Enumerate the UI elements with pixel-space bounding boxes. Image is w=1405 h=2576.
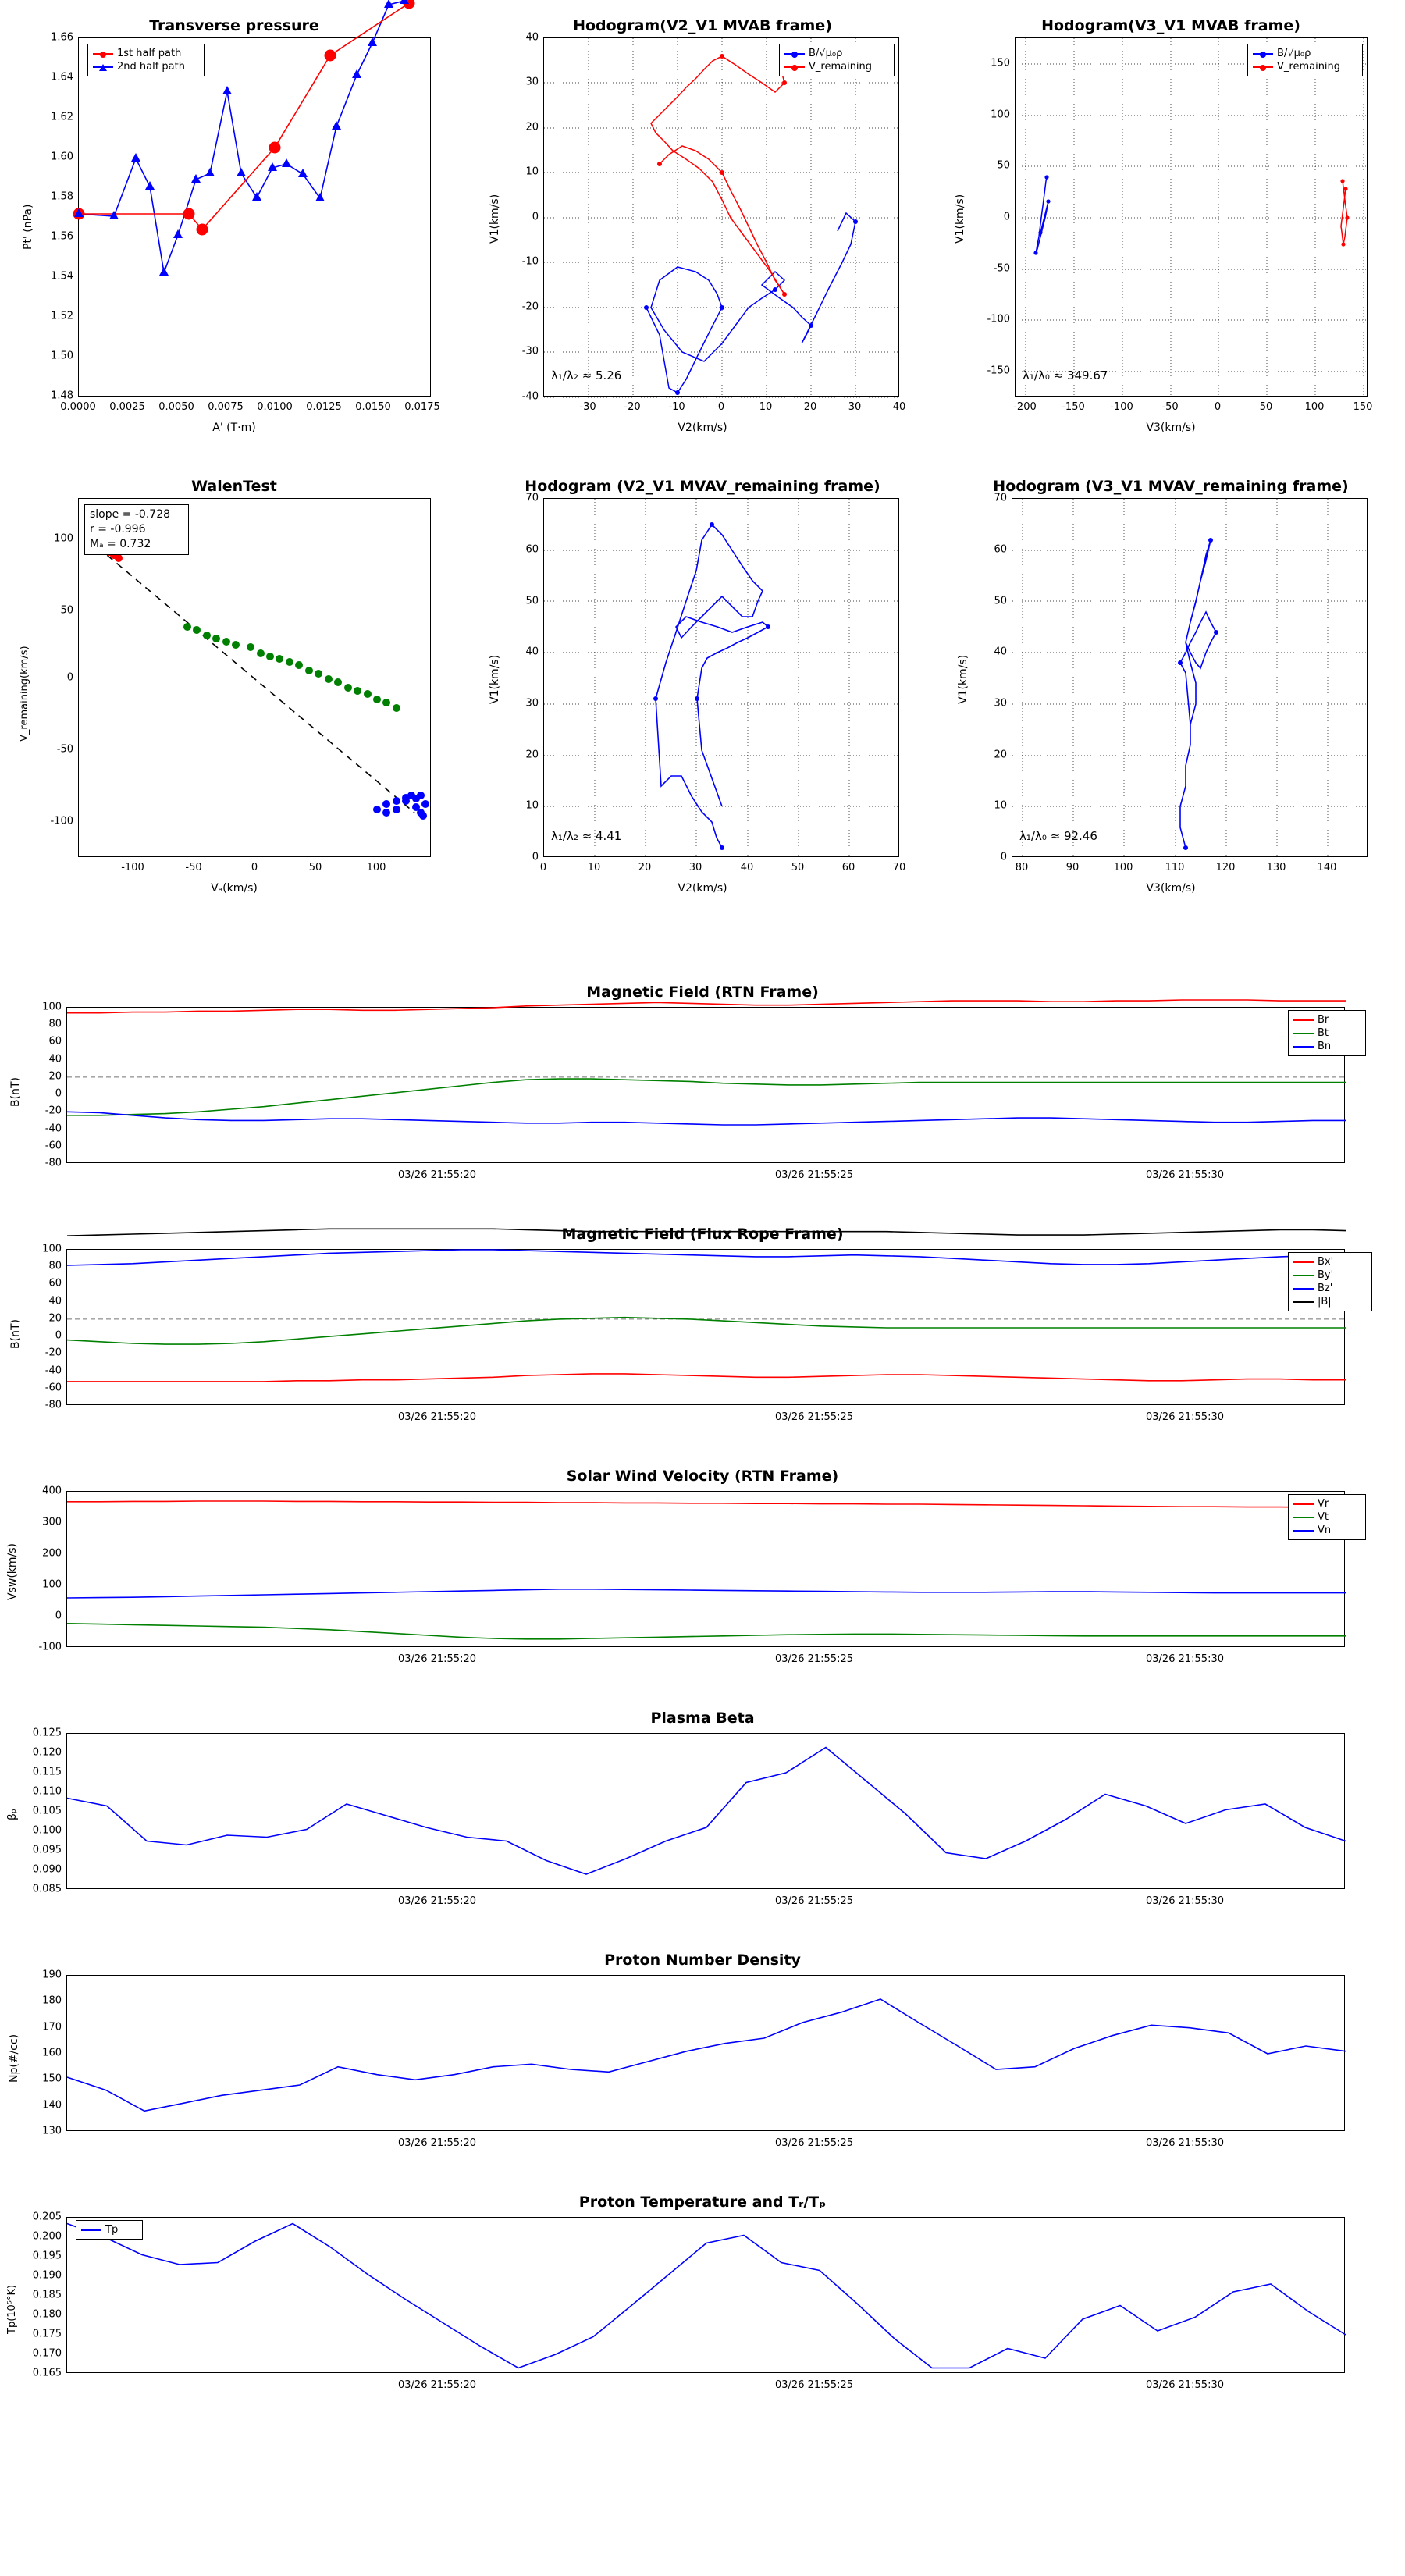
x-tick: -200 [1013, 401, 1037, 413]
y-axis-label: V1(km/s) [489, 194, 501, 244]
x-tick: -150 [1062, 401, 1085, 413]
x-tick: 03/26 21:55:30 [1146, 1895, 1224, 1907]
plot-svg [79, 38, 432, 397]
plot-area [66, 1491, 1345, 1647]
y-tick: 1.54 [51, 270, 73, 283]
y-tick: 40 [994, 646, 1007, 658]
legend [1288, 1252, 1372, 1311]
x-tick: 03/26 21:55:20 [398, 2137, 476, 2149]
x-tick: 10 [759, 401, 773, 413]
panel-hodogram-v3v1-mvab [937, 0, 1405, 445]
y-tick: -150 [987, 365, 1010, 377]
x-tick: 0 [539, 862, 547, 873]
panel-hodogram-v3v1-mvav [937, 461, 1405, 906]
y-tick: -80 [44, 1399, 62, 1411]
chart-title: Magnetic Field (RTN Frame) [586, 984, 819, 1001]
y-tick: 1.50 [51, 350, 73, 362]
plot-area [1012, 498, 1368, 857]
y-tick: -50 [56, 743, 73, 756]
chart-title: Plasma Beta [650, 1710, 755, 1727]
y-tick: 0.170 [32, 2347, 62, 2360]
y-tick: 0.115 [32, 1766, 62, 1778]
y-tick: -80 [44, 1157, 62, 1169]
legend-label: B/√μ₀ρ [1277, 48, 1311, 59]
x-tick: -100 [1110, 401, 1133, 413]
plot-svg [67, 1250, 1346, 1406]
y-tick: 100 [991, 109, 1010, 121]
legend-swatch-bx [1293, 1261, 1314, 1263]
legend-label: 1st half path [117, 48, 182, 59]
walen-r: r = -0.996 [90, 522, 146, 535]
legend-label: By' [1318, 1269, 1334, 1281]
x-tick: 0 [1214, 401, 1222, 413]
y-tick: 80 [48, 1018, 62, 1030]
chart-title: Solar Wind Velocity (RTN Frame) [566, 1468, 839, 1485]
chart-title: WalenTest [191, 478, 277, 495]
y-tick: 1.58 [51, 190, 73, 203]
x-tick: 0.0050 [158, 401, 194, 413]
plot-svg [544, 38, 900, 397]
y-tick: -10 [521, 255, 539, 268]
legend-entry [93, 47, 199, 60]
y-tick: 60 [525, 543, 539, 556]
legend-label: |B| [1318, 1296, 1332, 1308]
x-tick: 0.0075 [208, 401, 244, 413]
y-axis-label: V1(km/s) [957, 654, 969, 704]
y-tick: 50 [997, 159, 1010, 172]
x-tick: 03/26 21:55:30 [1146, 2379, 1224, 2391]
y-tick: 1.62 [51, 111, 73, 123]
y-tick: 60 [48, 1277, 62, 1290]
y-tick: 0 [55, 1610, 62, 1622]
legend-label: Br [1318, 1014, 1329, 1026]
legend [87, 44, 205, 76]
y-tick: 0.195 [32, 2250, 62, 2262]
y-tick: 10 [525, 799, 539, 812]
panel-proton-temperature [0, 2186, 1405, 2420]
y-tick: 140 [42, 2099, 62, 2112]
x-tick: 120 [1215, 862, 1236, 873]
legend-label: V_remaining [1277, 61, 1341, 73]
x-tick: 30 [848, 401, 862, 413]
y-tick: 150 [991, 57, 1010, 69]
x-tick: 30 [688, 862, 702, 873]
panel-plasma-beta [0, 1702, 1405, 1936]
y-tick: 0.100 [32, 1824, 62, 1837]
plot-area [78, 37, 431, 397]
x-axis-label: V3(km/s) [1146, 422, 1196, 434]
legend-swatch-red [1253, 66, 1273, 68]
y-tick: 0.095 [32, 1844, 62, 1856]
legend-entry [784, 47, 889, 60]
x-tick: 03/26 21:55:25 [775, 1169, 853, 1181]
y-tick: 0.125 [32, 1727, 62, 1739]
legend-entry [1293, 1040, 1361, 1053]
legend-entry [81, 2223, 137, 2236]
legend-entry [784, 60, 889, 73]
x-tick: -30 [579, 401, 596, 413]
y-tick: 0.200 [32, 2230, 62, 2243]
y-tick: 0.185 [32, 2289, 62, 2301]
plot-area [66, 1007, 1345, 1163]
chart-title: Hodogram (V3_V1 MVAV_remaining frame) [993, 478, 1349, 495]
x-tick: 0.0175 [404, 401, 440, 413]
legend [1288, 1494, 1366, 1540]
panel-magnetic-field-rtn [0, 976, 1405, 1210]
x-tick: 100 [1304, 401, 1325, 413]
y-tick: 20 [994, 749, 1007, 761]
legend-label: Tp [105, 2224, 119, 2236]
x-tick: 130 [1266, 862, 1286, 873]
x-axis-label: A' (T·m) [212, 422, 256, 434]
y-tick: 100 [42, 1578, 62, 1591]
plot-svg [67, 1734, 1346, 1890]
panel-magnetic-field-flux-rope [0, 1218, 1405, 1452]
x-tick: 0.0100 [257, 401, 293, 413]
legend-entry [1293, 1524, 1361, 1537]
y-axis-label: Np(#/cc) [8, 2033, 20, 2083]
x-tick: 20 [803, 401, 817, 413]
y-tick: 170 [42, 2021, 62, 2033]
x-tick: 03/26 21:55:25 [775, 2137, 853, 2149]
x-tick: -10 [668, 401, 685, 413]
panel-walen-test [0, 461, 468, 906]
x-tick: 10 [587, 862, 601, 873]
y-tick: 30 [525, 697, 539, 710]
legend-swatch-bmag [1293, 1301, 1314, 1303]
chart-title: Hodogram (V2_V1 MVAV_remaining frame) [525, 478, 880, 495]
eigenvalue-ratio-annotation: λ₁/λ₂ ≈ 5.26 [551, 368, 622, 382]
y-tick: -50 [993, 262, 1010, 275]
x-tick: 03/26 21:55:20 [398, 1653, 476, 1665]
chart-title: Proton Number Density [604, 1952, 801, 1969]
legend [76, 2220, 143, 2240]
y-tick: 70 [525, 492, 539, 504]
legend-swatch-vr [1293, 1503, 1314, 1505]
y-tick: 0.175 [32, 2328, 62, 2340]
legend-label: B/√μ₀ρ [809, 48, 843, 59]
y-tick: 0 [532, 851, 539, 863]
legend-entry [1293, 1026, 1361, 1040]
legend-swatch-bn [1293, 1046, 1314, 1048]
y-tick: -40 [521, 390, 539, 403]
legend-entry [93, 60, 199, 73]
x-tick: 0.0150 [355, 401, 391, 413]
y-tick: 0 [532, 211, 539, 223]
y-tick: 0.165 [32, 2367, 62, 2379]
legend-swatch-bz [1293, 1288, 1314, 1290]
x-tick: 03/26 21:55:20 [398, 1169, 476, 1181]
x-tick: 60 [841, 862, 855, 873]
y-tick: 100 [42, 1001, 62, 1013]
legend-swatch-red [784, 66, 805, 68]
plot-svg [1012, 499, 1368, 858]
plot-svg [67, 2218, 1346, 2374]
legend-label: Bn [1318, 1041, 1332, 1052]
chart-title: Hodogram(V3_V1 MVAB frame) [1041, 17, 1300, 34]
plot-area [66, 1733, 1345, 1889]
x-tick: 80 [1015, 862, 1029, 873]
y-tick: 100 [54, 532, 73, 545]
y-tick: 300 [42, 1516, 62, 1528]
x-tick: 03/26 21:55:30 [1146, 2137, 1224, 2149]
legend-swatch-by [1293, 1275, 1314, 1276]
y-tick: 0.085 [32, 1883, 62, 1895]
walen-slope: slope = -0.728 [90, 508, 171, 521]
x-tick: 03/26 21:55:20 [398, 1411, 476, 1423]
legend [1288, 1010, 1366, 1056]
x-axis-label: V2(km/s) [678, 422, 727, 434]
legend-swatch-br [1293, 1019, 1314, 1021]
legend-swatch-red [93, 53, 113, 55]
x-tick: -20 [624, 401, 641, 413]
legend-swatch-tp [81, 2229, 101, 2231]
y-tick: -40 [44, 1123, 62, 1135]
y-tick: 0 [55, 1329, 62, 1342]
plot-svg [67, 1492, 1346, 1648]
y-tick: 0.105 [32, 1805, 62, 1817]
y-tick: 0.110 [32, 1785, 62, 1798]
legend-label: Bx' [1318, 1256, 1334, 1268]
x-tick: 70 [892, 862, 906, 873]
legend-swatch-blue [93, 66, 113, 68]
chart-title: Hodogram(V2_V1 MVAB frame) [573, 17, 832, 34]
y-tick: 0.180 [32, 2308, 62, 2321]
x-tick: 0 [251, 862, 258, 873]
y-tick: 20 [48, 1312, 62, 1325]
legend-swatch-blue [784, 53, 805, 55]
legend-entry [1293, 1510, 1361, 1524]
y-tick: 0 [1000, 851, 1007, 863]
x-tick: 03/26 21:55:25 [775, 1411, 853, 1423]
x-tick: 110 [1165, 862, 1185, 873]
plot-area [543, 498, 899, 857]
y-tick: 190 [42, 1969, 62, 1981]
x-tick: 0 [717, 401, 725, 413]
legend-label: Bt [1318, 1027, 1329, 1039]
legend-swatch-vt [1293, 1517, 1314, 1518]
y-tick: -100 [38, 1641, 62, 1653]
y-axis-label: B(nT) [9, 1077, 22, 1107]
x-tick: 03/26 21:55:25 [775, 2379, 853, 2391]
legend-swatch-vn [1293, 1530, 1314, 1532]
x-tick: 90 [1065, 862, 1080, 873]
y-tick: 180 [42, 1994, 62, 2007]
y-tick: 30 [994, 697, 1007, 710]
y-tick: 150 [42, 2073, 62, 2085]
x-tick: 40 [740, 862, 754, 873]
legend-entry [1293, 1255, 1367, 1268]
legend [1247, 44, 1363, 76]
x-tick: 50 [1259, 401, 1273, 413]
y-tick: 1.66 [51, 31, 73, 44]
y-tick: -100 [50, 815, 73, 827]
y-tick: 0.090 [32, 1863, 62, 1876]
legend [779, 44, 895, 76]
y-tick: -100 [987, 313, 1010, 326]
y-tick: 400 [42, 1485, 62, 1497]
y-tick: 20 [48, 1070, 62, 1083]
y-tick: 50 [60, 604, 73, 617]
chart-title: Transverse pressure [149, 17, 319, 34]
y-tick: -20 [44, 1347, 62, 1359]
legend-label: V_remaining [809, 61, 873, 73]
y-tick: 40 [525, 31, 539, 44]
y-tick: -20 [521, 301, 539, 313]
y-tick: 1.56 [51, 230, 73, 243]
x-tick: 40 [892, 401, 906, 413]
x-tick: 03/26 21:55:30 [1146, 1411, 1224, 1423]
x-tick: 03/26 21:55:25 [775, 1653, 853, 1665]
y-tick: 200 [42, 1547, 62, 1560]
plot-svg [1016, 38, 1368, 397]
y-tick: 50 [525, 595, 539, 607]
legend-entry [1253, 47, 1357, 60]
y-tick: 160 [42, 2047, 62, 2059]
plot-svg [67, 1008, 1346, 1164]
legend-label: 2nd half path [117, 61, 185, 73]
y-tick: -60 [44, 1382, 62, 1394]
panel-hodogram-v2v1-mvav [468, 461, 937, 906]
y-tick: 100 [42, 1243, 62, 1255]
y-tick: 80 [48, 1260, 62, 1272]
y-axis-label: V1(km/s) [489, 654, 501, 704]
y-tick: 70 [994, 492, 1007, 504]
x-tick: 0.0125 [306, 401, 342, 413]
y-tick: 1.60 [51, 151, 73, 163]
x-tick: 50 [308, 862, 322, 873]
y-axis-label: B(nT) [9, 1319, 22, 1349]
x-tick: 03/26 21:55:20 [398, 2379, 476, 2391]
x-tick: 0.0025 [109, 401, 145, 413]
x-tick: 03/26 21:55:30 [1146, 1169, 1224, 1181]
y-tick: 130 [42, 2125, 62, 2137]
x-tick: 100 [366, 862, 386, 873]
y-tick: 20 [525, 749, 539, 761]
legend-entry [1293, 1013, 1361, 1026]
y-tick: 10 [525, 165, 539, 178]
y-axis-label: Tp(10⁵°K) [6, 2284, 18, 2334]
y-tick: -40 [44, 1364, 62, 1377]
x-tick: 03/26 21:55:20 [398, 1895, 476, 1907]
x-tick: 0.0000 [60, 401, 96, 413]
y-tick: -30 [521, 345, 539, 358]
x-tick: 03/26 21:55:25 [775, 1895, 853, 1907]
legend-entry [1293, 1497, 1361, 1510]
plot-area [66, 2217, 1345, 2373]
chart-title: Magnetic Field (Flux Rope Frame) [561, 1226, 844, 1243]
y-axis-label: V1(km/s) [954, 194, 966, 244]
legend-entry [1293, 1268, 1367, 1282]
walen-ma: Mₐ = 0.732 [90, 537, 151, 550]
x-tick: -50 [1161, 401, 1179, 413]
legend-entry [1253, 60, 1357, 73]
legend-label: Bz' [1318, 1283, 1333, 1294]
y-tick: 60 [48, 1035, 62, 1048]
x-tick: -100 [121, 862, 144, 873]
y-tick: 0 [66, 671, 73, 684]
y-tick: 0 [1003, 211, 1010, 223]
x-axis-label: Vₐ(km/s) [211, 882, 258, 895]
plot-svg [544, 499, 900, 858]
x-tick: 03/26 21:55:30 [1146, 1653, 1224, 1665]
panel-solar-wind-velocity-rtn [0, 1460, 1405, 1694]
y-tick: 40 [525, 646, 539, 658]
x-tick: 100 [1113, 862, 1133, 873]
y-axis-label: Vsw(km/s) [6, 1542, 19, 1600]
y-tick: 30 [525, 76, 539, 88]
legend-label: Vt [1318, 1511, 1329, 1523]
x-axis-label: V2(km/s) [678, 882, 727, 895]
plot-area [66, 1249, 1345, 1405]
plot-area [543, 37, 899, 397]
y-tick: 60 [994, 543, 1007, 556]
y-tick: -20 [44, 1105, 62, 1117]
x-tick: 140 [1317, 862, 1337, 873]
legend-label: Vn [1318, 1525, 1332, 1536]
eigenvalue-ratio-annotation: λ₁/λ₂ ≈ 4.41 [551, 829, 622, 843]
y-tick: 10 [994, 799, 1007, 812]
y-tick: 0 [55, 1087, 62, 1100]
panel-proton-number-density [0, 1944, 1405, 2178]
plot-area [1015, 37, 1368, 397]
y-tick: 0.205 [32, 2211, 62, 2223]
y-tick: -60 [44, 1140, 62, 1152]
legend-swatch-blue [1253, 53, 1273, 55]
legend-label: Vr [1318, 1498, 1329, 1510]
y-tick: 0.120 [32, 1746, 62, 1759]
legend-swatch-bt [1293, 1033, 1314, 1034]
walen-stats-box [84, 504, 189, 555]
x-tick: 150 [1353, 401, 1373, 413]
eigenvalue-ratio-annotation: λ₁/λ₀ ≈ 92.46 [1019, 829, 1097, 843]
y-tick: 20 [525, 121, 539, 133]
panel-hodogram-v2v1-mvab [468, 0, 937, 445]
x-tick: 20 [638, 862, 652, 873]
y-tick: 1.64 [51, 71, 73, 84]
x-tick: -50 [185, 862, 202, 873]
plot-svg [67, 1976, 1346, 2132]
plot-area [66, 1975, 1345, 2131]
y-tick: 0.190 [32, 2269, 62, 2282]
y-tick: 40 [48, 1053, 62, 1066]
legend-entry [1293, 1282, 1367, 1295]
legend-entry [1293, 1295, 1367, 1308]
panel-transverse-pressure [0, 0, 468, 445]
chart-title: Proton Temperature and Tᵣ/Tₚ [578, 2194, 827, 2211]
x-tick: 50 [791, 862, 805, 873]
eigenvalue-ratio-annotation: λ₁/λ₀ ≈ 349.67 [1023, 368, 1108, 382]
y-axis-label: Pt' (nPa) [22, 204, 34, 250]
x-axis-label: V3(km/s) [1146, 882, 1196, 895]
y-axis-label: V_remaining(km/s) [19, 646, 30, 742]
y-tick: 50 [994, 595, 1007, 607]
y-tick: 40 [48, 1295, 62, 1308]
y-tick: 1.52 [51, 310, 73, 322]
y-tick: 1.48 [51, 390, 73, 402]
y-axis-label: βₚ [6, 1809, 19, 1820]
